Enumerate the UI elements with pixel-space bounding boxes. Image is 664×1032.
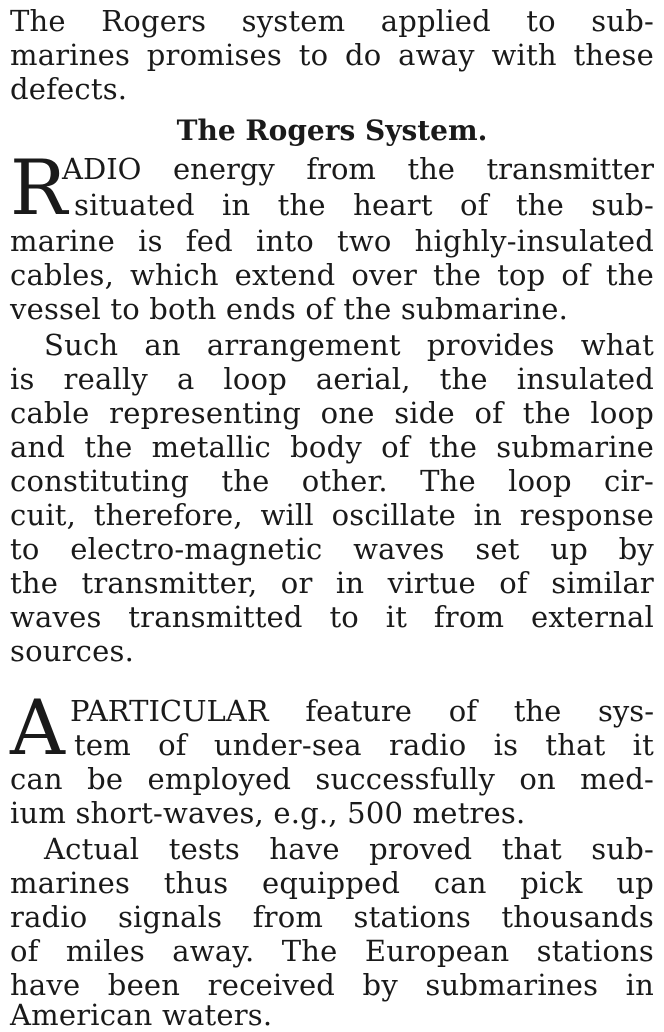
body-line: is really a loop aerial, the insulated [10, 362, 654, 396]
body-line: Actual tests have proved that sub- [44, 832, 654, 866]
intro-line: marines promises to do away with these [10, 38, 654, 72]
body-line: of miles away. The European stations [10, 934, 654, 968]
body-line: cable representing one side of the loop [10, 396, 654, 430]
body-line: radio signals from stations thousands [10, 900, 654, 934]
body-line: tem of under-sea radio is that it [74, 728, 654, 762]
section-heading: The Rogers System. [176, 114, 488, 147]
body-line: situated in the heart of the sub- [74, 188, 654, 222]
body-line: ium short-waves, e.g., 500 metres. [10, 796, 526, 830]
body-line: to electro-magnetic waves set up by [10, 532, 654, 566]
drop-cap: R [10, 143, 68, 232]
dropcap-line: PARTICULAR feature of the sys- [70, 694, 654, 728]
body-line: have been received by submarines in [10, 968, 654, 1002]
body-line: waves transmitted to it from external [10, 600, 654, 634]
dropcap-line: ADIO energy from the transmitter [62, 152, 654, 186]
body-line: sources. [10, 634, 134, 668]
body-line: vessel to both ends of the submarine. [10, 292, 569, 326]
body-line: cuit, therefore, will oscillate in response [10, 498, 654, 532]
body-line: constituting the other. The loop cir- [10, 464, 654, 498]
intro-line: The Rogers system applied to sub- [10, 4, 654, 38]
intro-line: defects. [10, 72, 128, 106]
body-line: American waters. [10, 998, 273, 1032]
body-line: cables, which extend over the top of the [10, 258, 654, 292]
body-line: marine is fed into two highly-insulated [10, 224, 654, 258]
body-line: and the metallic body of the submarine [10, 430, 654, 464]
drop-cap: A [10, 683, 65, 772]
body-line: can be employed successfully on med- [10, 762, 654, 796]
body-line: the transmitter, or in virtue of similar [10, 566, 654, 600]
body-line: marines thus equipped can pick up [10, 866, 654, 900]
body-line: Such an arrangement provides what [44, 328, 654, 362]
